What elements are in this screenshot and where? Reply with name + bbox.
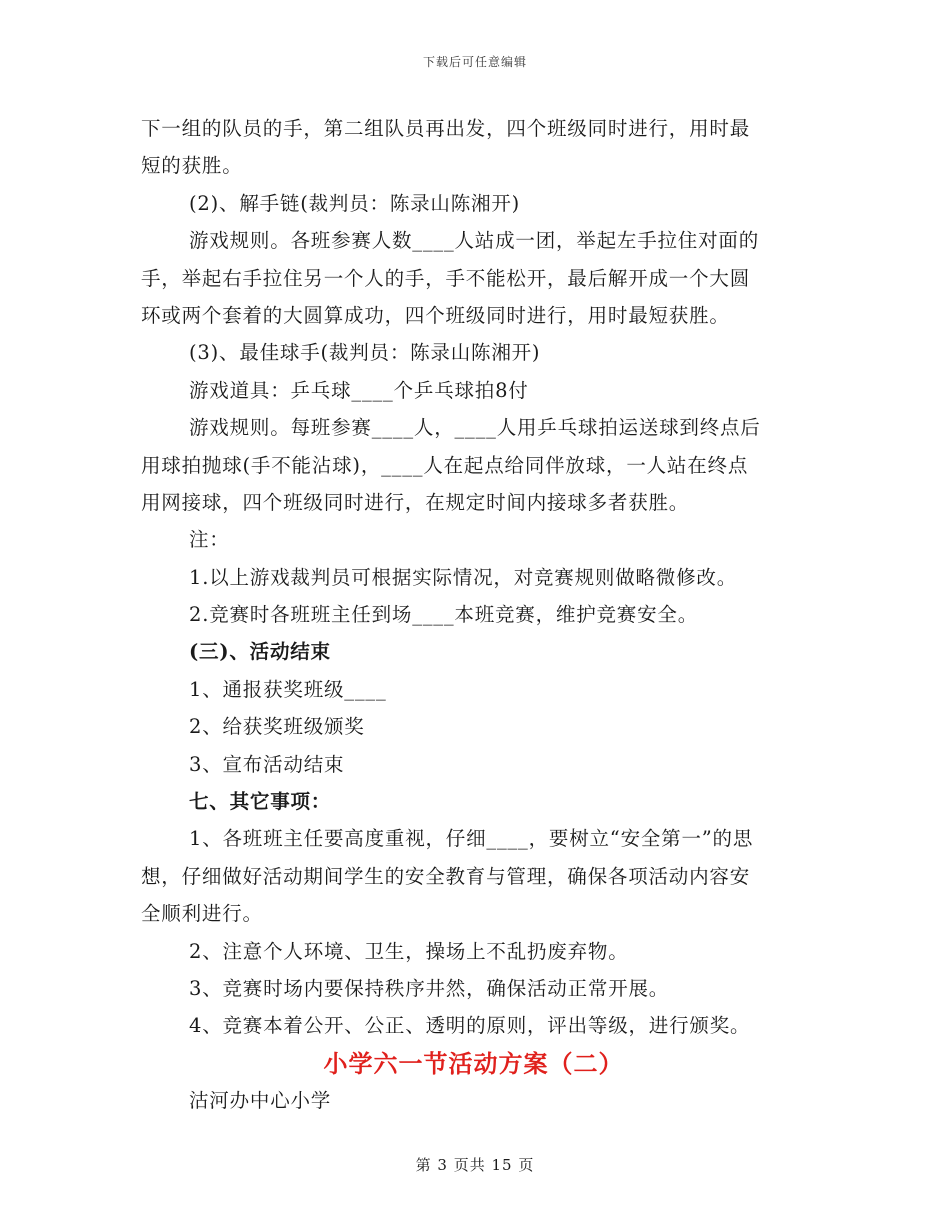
text-line: 环或两个套着的大圆算成功，四个班级同时进行，用时最短获胜。 <box>141 303 730 327</box>
text-line: 2.竞赛时各班班主任到场____本班竞赛，维护竞赛安全。 <box>189 603 699 627</box>
document-body <box>141 110 806 1120</box>
text-line: 游戏规则。每班参赛____人，____人用乒乓球拍运送球到终点后 <box>189 416 761 440</box>
text-line: (三)、活动结束 <box>189 640 331 664</box>
page-footer: 第 3 页共 15 页 <box>415 1156 535 1174</box>
text-line: (3)、最佳球手(裁判员：陈录山陈湘开) <box>189 341 541 365</box>
text-line: 注： <box>189 528 230 552</box>
text-line: 七、其它事项： <box>189 790 332 814</box>
text-line: 用球拍抛球(手不能沾球)，____人在起点给同伴放球，一人站在终点 <box>141 453 749 477</box>
text-line: 短的获胜。 <box>141 154 243 178</box>
text-line: 下一组的队员的手，第二组队员再出发，四个班级同时进行，用时最 <box>141 117 751 140</box>
text-line: 游戏规则。各班参赛人数____人站成一团，举起左手拉住对面的 <box>189 229 760 253</box>
text-line: 游戏道具：乒乓球____个乒乓球拍8付 <box>189 378 529 402</box>
section-title: 小学六一节活动方案（二） <box>323 1048 624 1078</box>
text-line: 2、给获奖班级颁奖 <box>189 715 365 739</box>
text-line: 2、注意个人环境、卫生，操场上不乱扔废弃物。 <box>189 939 629 963</box>
text-line: 想，仔细做好活动期间学生的安全教育与管理，确保各项活动内容安 <box>141 864 751 888</box>
school-name: 沽河办中心小学 <box>189 1089 332 1113</box>
text-line: 用网接球，四个班级同时进行，在规定时间内接球多者获胜。 <box>141 490 690 514</box>
text-line: 3、竞赛时场内要保持秩序井然，确保活动正常开展。 <box>189 976 670 1000</box>
page-header: 下载后可任意编辑 <box>422 55 527 69</box>
paragraph-lines <box>141 110 806 1045</box>
text-line: (2)、解手链(裁判员：陈录山陈湘开) <box>189 191 521 215</box>
text-line: 1.以上游戏裁判员可根据实际情况，对竞赛规则做略微修改。 <box>189 565 738 589</box>
text-line: 手，举起右手拉住另一个人的手，手不能松开，最后解开成一个大圆 <box>141 266 751 290</box>
text-line: 4、竞赛本着公开、公正、透明的原则，评出等级，进行颁奖。 <box>189 1014 751 1038</box>
text-line: 3、宣布活动结束 <box>189 752 345 776</box>
text-line: 1、各班班主任要高度重视，仔细____，要树立“安全第一”的思 <box>189 827 754 851</box>
text-line: 全顺利进行。 <box>141 902 263 926</box>
text-line: 1、通报获奖班级____ <box>189 677 387 701</box>
